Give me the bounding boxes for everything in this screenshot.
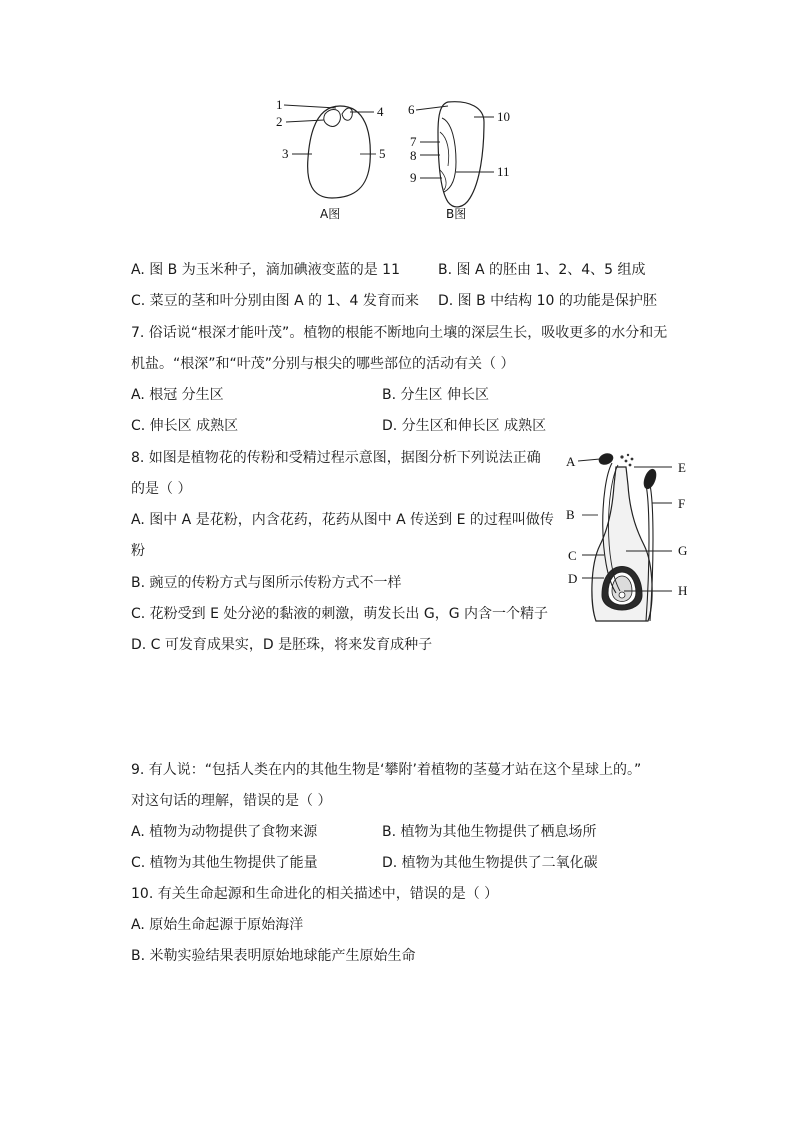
fig8-label-e: E — [678, 460, 686, 475]
q10-option-b: B. 米勒实验结果表明原始地球能产生原始生命 — [131, 948, 416, 964]
bean-seed-outline — [308, 106, 371, 198]
q8-option-a-line1: A. 图中 A 是花粉，内含花药，花药从图中 A 传送到 E 的过程叫做传 — [131, 512, 554, 528]
b-label-7: 7 — [410, 134, 417, 149]
fig8-label-d: D — [568, 571, 578, 586]
egg-cell — [619, 592, 625, 598]
b-caption: B图 — [446, 207, 467, 221]
q10-stem: 10. 有关生命起源和生命进化的相关描述中，错误的是（ ） — [131, 886, 499, 902]
fig8-label-b: B — [566, 507, 575, 522]
fig8-label-f: F — [678, 496, 686, 511]
q7-option-c: C. 伸长区 成熟区 — [131, 418, 239, 434]
fig8-label-a: A — [566, 454, 576, 469]
bean-plumule — [342, 108, 352, 120]
q9-stem-line2: 对这句话的理解，错误的是（ ） — [131, 793, 332, 809]
q8-option-c: C. 花粉受到 E 处分泌的黏液的刺激，萌发长出 G，G 内含一个精子 — [131, 606, 549, 622]
fig8-label-c: C — [568, 548, 577, 563]
q6-option-d: D. 图 B 中结构 10 的功能是保护胚 — [438, 293, 657, 309]
q9-option-b: B. 植物为其他生物提供了栖息场所 — [382, 824, 597, 840]
bean-embryo — [324, 110, 341, 127]
q7-option-a: A. 根冠 分生区 — [131, 387, 224, 403]
seed-figure — [270, 92, 530, 227]
a-label-2: 2 — [276, 114, 283, 129]
q7-option-d: D. 分生区和伸长区 成熟区 — [382, 418, 547, 434]
a-label-5: 5 — [379, 146, 386, 161]
q9-option-c: C. 植物为其他生物提供了能量 — [131, 855, 318, 871]
pollination-figure — [560, 445, 700, 630]
q6-option-b: B. 图 A 的胚由 1、2、4、5 组成 — [438, 262, 646, 278]
b-label-8: 8 — [410, 148, 417, 163]
q7-stem-line2: 机盐。“根深”和“叶茂”分别与根尖的哪些部位的活动有关（ ） — [131, 356, 515, 372]
q8-option-d: D. C 可发育成果实，D 是胚珠，将来发育成种子 — [131, 637, 433, 653]
q9-option-a: A. 植物为动物提供了食物来源 — [131, 824, 318, 840]
q6-option-c: C. 菜豆的茎和叶分别由图 A 的 1、4 发育而来 — [131, 293, 419, 309]
q9-option-d: D. 植物为其他生物提供了二氧化碳 — [382, 855, 598, 871]
b-label-11: 11 — [497, 164, 510, 179]
a-caption: A图 — [320, 207, 341, 221]
q8-stem-line2: 的是（ ） — [131, 481, 192, 497]
a-label-1: 1 — [276, 97, 283, 112]
b-label-9: 9 — [410, 170, 417, 185]
q6-option-a: A. 图 B 为玉米种子，滴加碘液变蓝的是 11 — [131, 262, 401, 278]
a-label-3: 3 — [282, 146, 289, 161]
q7-option-b: B. 分生区 伸长区 — [382, 387, 489, 403]
q8-option-a-line2: 粉 — [131, 543, 145, 559]
q9-stem-line1: 9. 有人说：“包括人类在内的其他生物是‘攀附’着植物的茎蔓才站在这个星球上的。” — [131, 762, 642, 778]
q10-option-a: A. 原始生命起源于原始海洋 — [131, 917, 304, 933]
fig8-label-h: H — [678, 583, 688, 598]
b-label-10: 10 — [497, 109, 510, 124]
anther — [642, 468, 658, 490]
fig8-label-g: G — [678, 543, 688, 558]
q8-option-b: B. 豌豆的传粉方式与图所示传粉方式不一样 — [131, 575, 402, 591]
b-label-6: 6 — [408, 102, 415, 117]
q7-stem-line1: 7. 俗话说“根深才能叶茂”。植物的根能不断地向土壤的深层生长，吸收更多的水分和无 — [131, 325, 668, 341]
q8-stem-line1: 8. 如图是植物花的传粉和受精过程示意图，据图分析下列说法正确 — [131, 450, 541, 466]
a-label-4: 4 — [377, 104, 384, 119]
